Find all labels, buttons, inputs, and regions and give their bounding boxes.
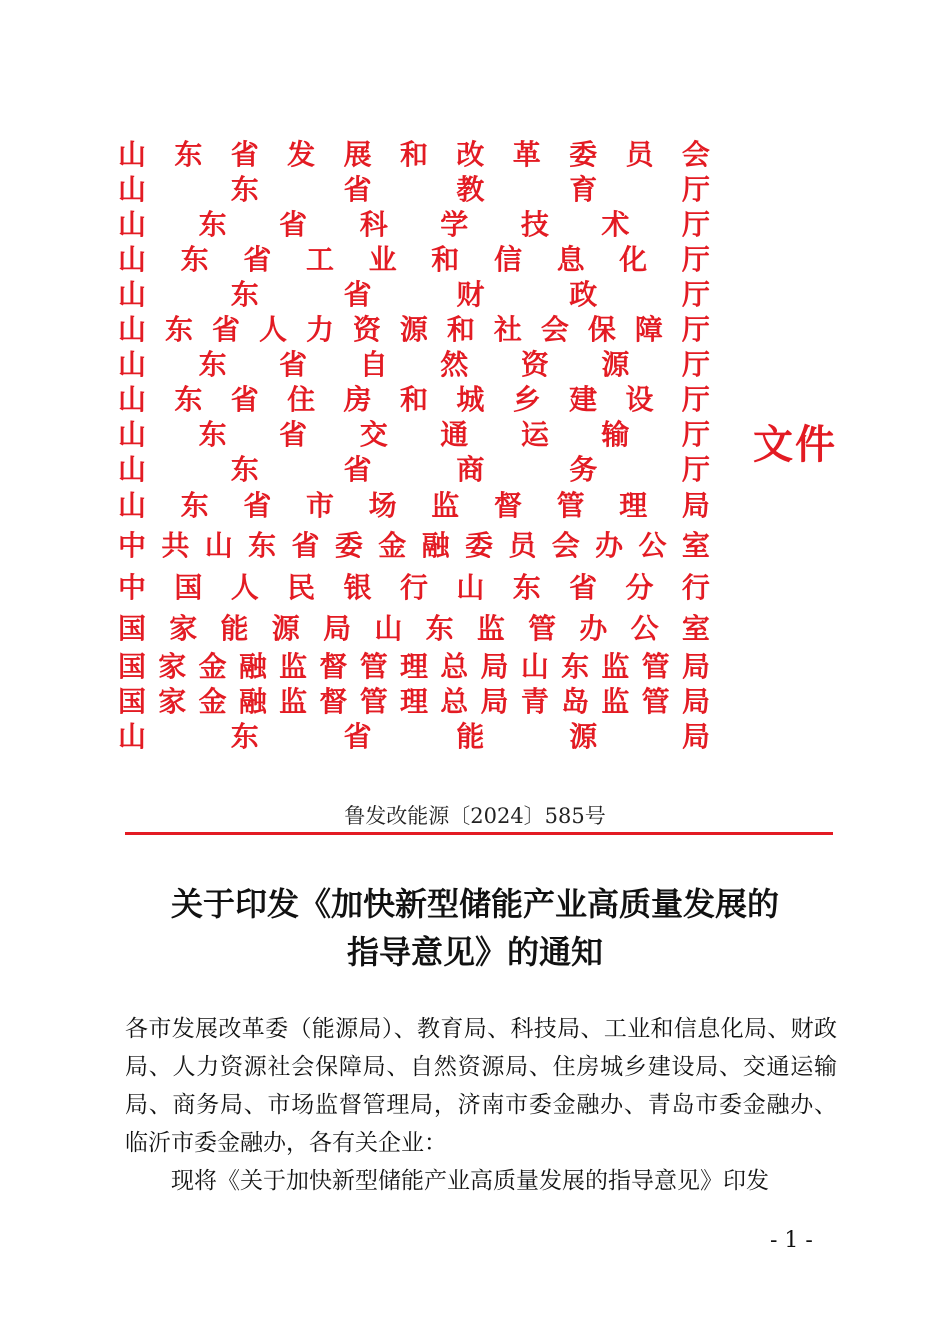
issuer-char: 省 <box>343 172 372 206</box>
issuer-row <box>118 487 710 525</box>
issuer-char: 山 <box>118 719 147 753</box>
issuer-char: 然 <box>440 347 469 381</box>
issuer-char: 督 <box>493 489 522 522</box>
issuer-char: 委 <box>569 137 598 171</box>
issuer-char: 共 <box>161 529 190 562</box>
issuer-char: 金 <box>378 529 407 562</box>
issuer-char: 东 <box>230 277 259 311</box>
issuer-row <box>118 312 710 347</box>
title-line-1: 关于印发《加快新型储能产业高质量发展的 <box>170 885 779 923</box>
issuer-char: 城 <box>456 382 485 416</box>
issuer-char: 东 <box>180 489 209 522</box>
issuer-char: 监 <box>476 612 505 645</box>
issuer-char: 管 <box>359 649 388 683</box>
issuer-char: 局 <box>480 684 509 718</box>
issuer-char: 建 <box>569 382 598 416</box>
issuer-char: 委 <box>334 529 363 562</box>
issuer-char: 东 <box>230 719 259 753</box>
issuer-char: 东 <box>198 417 227 451</box>
issuer-char: 会 <box>551 529 580 562</box>
issuer-char: 监 <box>601 649 630 683</box>
issuer-char: 技 <box>520 207 549 241</box>
red-divider-line <box>125 832 833 835</box>
document-body <box>125 1010 837 1200</box>
issuer-char: 省 <box>279 347 308 381</box>
issuer-char: 厅 <box>681 277 710 311</box>
issuer-char: 督 <box>319 649 348 683</box>
issuer-char: 化 <box>619 242 648 276</box>
document-title <box>100 880 850 976</box>
issuer-char: 国 <box>118 649 147 683</box>
issuer-char: 厅 <box>681 452 710 486</box>
issuer-char: 山 <box>118 172 147 206</box>
issuer-char: 会 <box>540 312 569 346</box>
issuer-row <box>118 525 710 567</box>
issuer-char: 省 <box>243 489 272 522</box>
issuer-char: 山 <box>520 649 549 683</box>
issuer-char: 力 <box>305 312 334 346</box>
issuer-char: 山 <box>118 489 147 522</box>
issuer-char: 育 <box>569 172 598 206</box>
issuer-char: 金 <box>198 684 227 718</box>
issuer-char: 总 <box>440 684 469 718</box>
issuer-char: 管 <box>359 684 388 718</box>
issuer-char: 室 <box>681 529 710 562</box>
issuer-char: 国 <box>118 684 147 718</box>
issuer-char: 监 <box>431 489 460 522</box>
issuer-row <box>118 649 710 684</box>
issuer-char: 科 <box>359 207 388 241</box>
issuer-char: 省 <box>243 242 272 276</box>
issuer-char: 管 <box>528 612 557 645</box>
issuer-char: 自 <box>359 347 388 381</box>
issuer-char: 资 <box>352 312 381 346</box>
issuer-char: 山 <box>118 207 147 241</box>
issuer-char: 厅 <box>681 347 710 381</box>
issuer-char: 监 <box>279 649 308 683</box>
issuer-char: 监 <box>279 684 308 718</box>
issuer-char: 厅 <box>681 207 710 241</box>
issuer-char: 山 <box>118 242 147 276</box>
issuer-char: 厅 <box>681 242 710 276</box>
issuer-char: 山 <box>374 612 403 645</box>
issuer-char: 岛 <box>561 684 590 718</box>
issuer-char: 东 <box>174 382 203 416</box>
issuer-char: 山 <box>118 347 147 381</box>
issuer-char: 东 <box>230 172 259 206</box>
page-number: - 1 - <box>770 1228 813 1253</box>
issuer-char: 能 <box>456 719 485 753</box>
issuer-char: 公 <box>638 529 667 562</box>
issuer-char: 市 <box>305 489 334 522</box>
issuer-char: 理 <box>619 489 648 522</box>
issuer-char: 省 <box>569 571 598 604</box>
issuer-char: 会 <box>681 137 710 171</box>
issuer-char: 资 <box>520 347 549 381</box>
issuer-row <box>118 452 710 487</box>
issuer-char: 源 <box>601 347 630 381</box>
issuer-char: 和 <box>431 242 460 276</box>
issuer-char: 发 <box>287 137 316 171</box>
issuer-char: 保 <box>587 312 616 346</box>
issuer-char: 住 <box>287 382 316 416</box>
issuer-char: 厅 <box>681 382 710 416</box>
issuer-char: 监 <box>601 684 630 718</box>
issuer-char: 管 <box>641 649 670 683</box>
issuer-char: 局 <box>681 489 710 522</box>
issuer-char: 家 <box>158 684 187 718</box>
issuer-char: 委 <box>465 529 494 562</box>
issuer-char: 改 <box>456 137 485 171</box>
issuer-char: 国 <box>118 612 147 645</box>
issuer-char: 管 <box>556 489 585 522</box>
issuer-char: 省 <box>211 312 240 346</box>
issuer-char: 民 <box>287 571 316 604</box>
issuer-char: 交 <box>359 417 388 451</box>
issuer-char: 行 <box>681 571 710 604</box>
issuer-char: 办 <box>595 529 624 562</box>
issuer-char: 省 <box>279 207 308 241</box>
issuer-char: 务 <box>569 452 598 486</box>
issuer-char: 省 <box>343 719 372 753</box>
title-line-2: 指导意见》的通知 <box>346 933 603 971</box>
issuer-char: 青 <box>520 684 549 718</box>
issuer-char: 业 <box>368 242 397 276</box>
issuer-char: 山 <box>118 417 147 451</box>
issuer-char: 工 <box>305 242 334 276</box>
issuer-char: 国 <box>174 571 203 604</box>
issuer-char: 厅 <box>681 312 710 346</box>
issuer-char: 省 <box>230 382 259 416</box>
issuer-char: 局 <box>681 684 710 718</box>
issuer-char: 源 <box>399 312 428 346</box>
issuer-char: 中 <box>118 571 147 604</box>
issuer-char: 革 <box>512 137 541 171</box>
issuer-char: 局 <box>323 612 352 645</box>
issuer-row <box>118 684 710 719</box>
issuing-agencies-list <box>118 137 710 754</box>
issuer-char: 融 <box>238 684 267 718</box>
issuer-char: 输 <box>601 417 630 451</box>
issuer-char: 场 <box>368 489 397 522</box>
issuer-char: 家 <box>169 612 198 645</box>
issuer-row <box>118 719 710 754</box>
issuer-char: 理 <box>399 684 428 718</box>
issuer-char: 术 <box>601 207 630 241</box>
issuer-char: 山 <box>204 529 233 562</box>
issuer-char: 管 <box>641 684 670 718</box>
issuer-row <box>118 417 710 452</box>
issuer-row <box>118 277 710 312</box>
issuer-char: 山 <box>118 382 147 416</box>
issuer-char: 东 <box>198 207 227 241</box>
issuer-char: 人 <box>258 312 287 346</box>
issuer-row <box>118 172 710 207</box>
issuer-char: 商 <box>456 452 485 486</box>
issuer-char: 能 <box>220 612 249 645</box>
issuer-row <box>118 609 710 649</box>
issuer-char: 省 <box>343 277 372 311</box>
issuer-row <box>118 242 710 277</box>
issuer-char: 省 <box>343 452 372 486</box>
issuer-char: 室 <box>681 612 710 645</box>
issuer-char: 信 <box>493 242 522 276</box>
issuer-char: 理 <box>399 649 428 683</box>
issuer-char: 省 <box>291 529 320 562</box>
issuer-char: 行 <box>399 571 428 604</box>
body-paragraph: 现将《关于加快新型储能产业高质量发展的指导意见》印发 <box>171 1168 769 1194</box>
issuer-char: 设 <box>625 382 654 416</box>
issuer-char: 督 <box>319 684 348 718</box>
issuer-row <box>118 347 710 382</box>
issuer-char: 和 <box>446 312 475 346</box>
issuer-char: 社 <box>493 312 522 346</box>
issuer-char: 东 <box>198 347 227 381</box>
issuer-char: 运 <box>520 417 549 451</box>
issuer-char: 通 <box>440 417 469 451</box>
issuer-row <box>118 137 710 172</box>
issuer-char: 和 <box>399 382 428 416</box>
addressee-paragraph: 各市发展改革委（能源局）、教育局、科技局、工业和信息化局、财政局、人力资源社会保障局、自然资源局、住房城乡建设局、交通运输局、商务局、市场监督管理局，济南市委金融办、青岛市委金融办、临沂市委金融办，各有关企业： <box>125 1016 837 1156</box>
issuer-char: 局 <box>681 649 710 683</box>
issuer-char: 厅 <box>681 417 710 451</box>
issuer-char: 中 <box>118 529 147 562</box>
issuer-char: 家 <box>158 649 187 683</box>
issuer-char: 息 <box>556 242 585 276</box>
issuer-char: 东 <box>561 649 590 683</box>
document-number: 鲁发改能源〔2024〕585号 <box>344 804 606 828</box>
issuer-char: 融 <box>238 649 267 683</box>
issuer-char: 员 <box>625 137 654 171</box>
issuer-row <box>118 567 710 609</box>
issuer-char: 山 <box>118 312 147 346</box>
issuer-char: 房 <box>343 382 372 416</box>
issuer-char: 东 <box>174 137 203 171</box>
issuer-char: 山 <box>118 137 147 171</box>
issuer-char: 源 <box>569 719 598 753</box>
issuer-char: 厅 <box>681 172 710 206</box>
issuer-char: 源 <box>271 612 300 645</box>
issuer-char: 政 <box>569 277 598 311</box>
issuer-char: 展 <box>343 137 372 171</box>
issuer-char: 财 <box>456 277 485 311</box>
issuer-char: 办 <box>579 612 608 645</box>
issuer-char: 学 <box>440 207 469 241</box>
issuer-char: 总 <box>440 649 469 683</box>
issuer-char: 银 <box>343 571 372 604</box>
issuer-char: 山 <box>456 571 485 604</box>
issuer-char: 员 <box>508 529 537 562</box>
issuer-char: 山 <box>118 277 147 311</box>
issuer-char: 东 <box>180 242 209 276</box>
issuer-char: 分 <box>625 571 654 604</box>
issuer-char: 人 <box>230 571 259 604</box>
issuer-char: 东 <box>230 452 259 486</box>
issuer-char: 乡 <box>512 382 541 416</box>
issuer-row <box>118 207 710 242</box>
issuer-char: 金 <box>198 649 227 683</box>
issuer-char: 东 <box>248 529 277 562</box>
issuer-char: 省 <box>279 417 308 451</box>
issuer-row <box>118 382 710 417</box>
issuer-char: 障 <box>634 312 663 346</box>
document-type-label: 文件 <box>753 421 837 468</box>
issuer-char: 公 <box>630 612 659 645</box>
issuer-char: 省 <box>230 137 259 171</box>
issuer-char: 东 <box>425 612 454 645</box>
issuer-char: 局 <box>681 719 710 753</box>
issuer-char: 局 <box>480 649 509 683</box>
issuer-char: 融 <box>421 529 450 562</box>
issuer-char: 教 <box>456 172 485 206</box>
issuer-char: 东 <box>512 571 541 604</box>
issuer-char: 和 <box>399 137 428 171</box>
issuer-char: 东 <box>164 312 193 346</box>
issuer-char: 山 <box>118 452 147 486</box>
